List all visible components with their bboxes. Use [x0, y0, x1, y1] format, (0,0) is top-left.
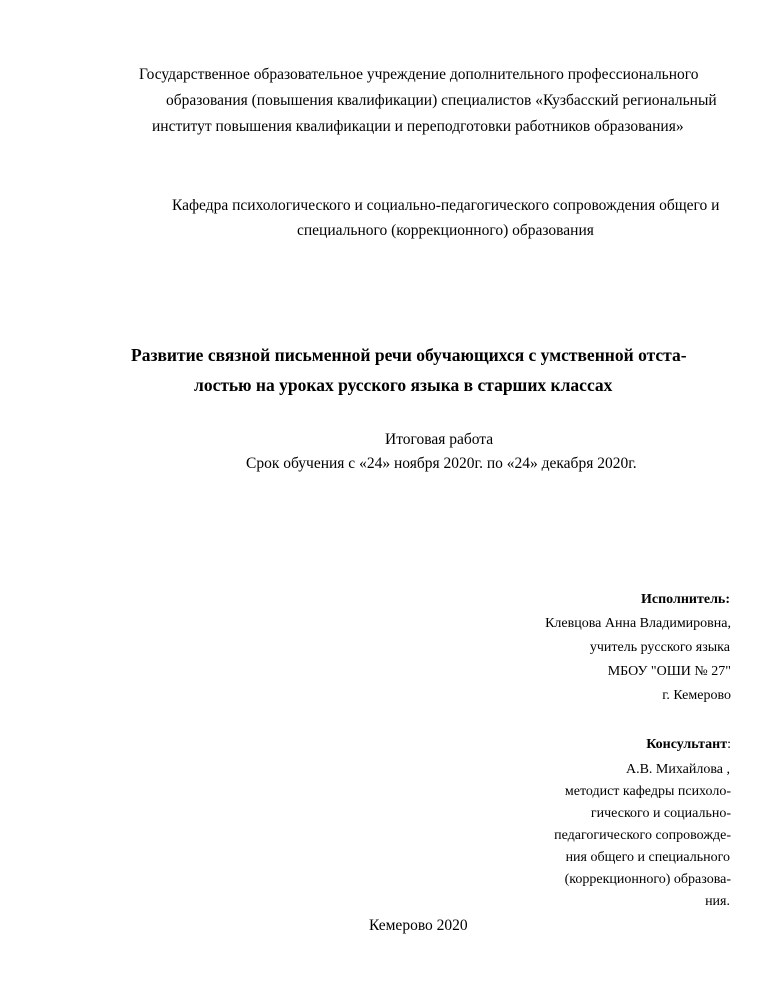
consultant-heading-colon: :: [727, 737, 731, 752]
study-period: Срок обучения с «24» ноября 2020г. по «24» декабря 2020г.: [246, 455, 637, 472]
executor-position: учитель русского языка: [589, 640, 730, 655]
consultant-line-1: А.В. Михайлова ,: [625, 762, 730, 777]
work-type: Итоговая работа: [385, 431, 494, 448]
executor-school: МБОУ "ОШИ № 27": [607, 664, 731, 679]
consultant-line-5: ния общего и специального: [565, 850, 730, 865]
footer-city-year: Кемерово 2020: [369, 917, 468, 934]
institution-line-3: институт повышения квалификации и переподготовки работников образования»: [152, 118, 684, 135]
department-line-2: специального (коррекционного) образования: [297, 222, 594, 239]
institution-line-2: образования (повышения квалификации) специалистов «Кузбасский региональный: [166, 92, 717, 109]
consultant-line-4: педагогического сопровожде-: [554, 828, 731, 843]
executor-heading: Исполнитель:: [641, 592, 730, 607]
executor-city: г. Кемерово: [662, 688, 731, 703]
consultant-line-2: методист кафедры психоло-: [564, 784, 731, 799]
work-title-line-2: лостью на уроках русского языка в старших классах: [194, 375, 613, 395]
institution-line-1: Государственное образовательное учреждение дополнительного профессионального: [139, 66, 699, 83]
consultant-heading-label: Консультант: [646, 737, 728, 752]
work-title-line-1: Развитие связной письменной речи обучающихся с умственной отста-: [131, 345, 687, 365]
consultant-line-7: ния.: [705, 894, 730, 909]
consultant-line-6: (коррекционного) образова-: [564, 872, 731, 887]
executor-name: Клевцова Анна Владимировна,: [545, 616, 731, 631]
consultant-line-3: гического и социально-: [590, 806, 731, 821]
department-line-1: Кафедра психологического и социально-педагогического сопровождения общего и: [172, 197, 720, 214]
consultant-heading: [646, 737, 731, 753]
